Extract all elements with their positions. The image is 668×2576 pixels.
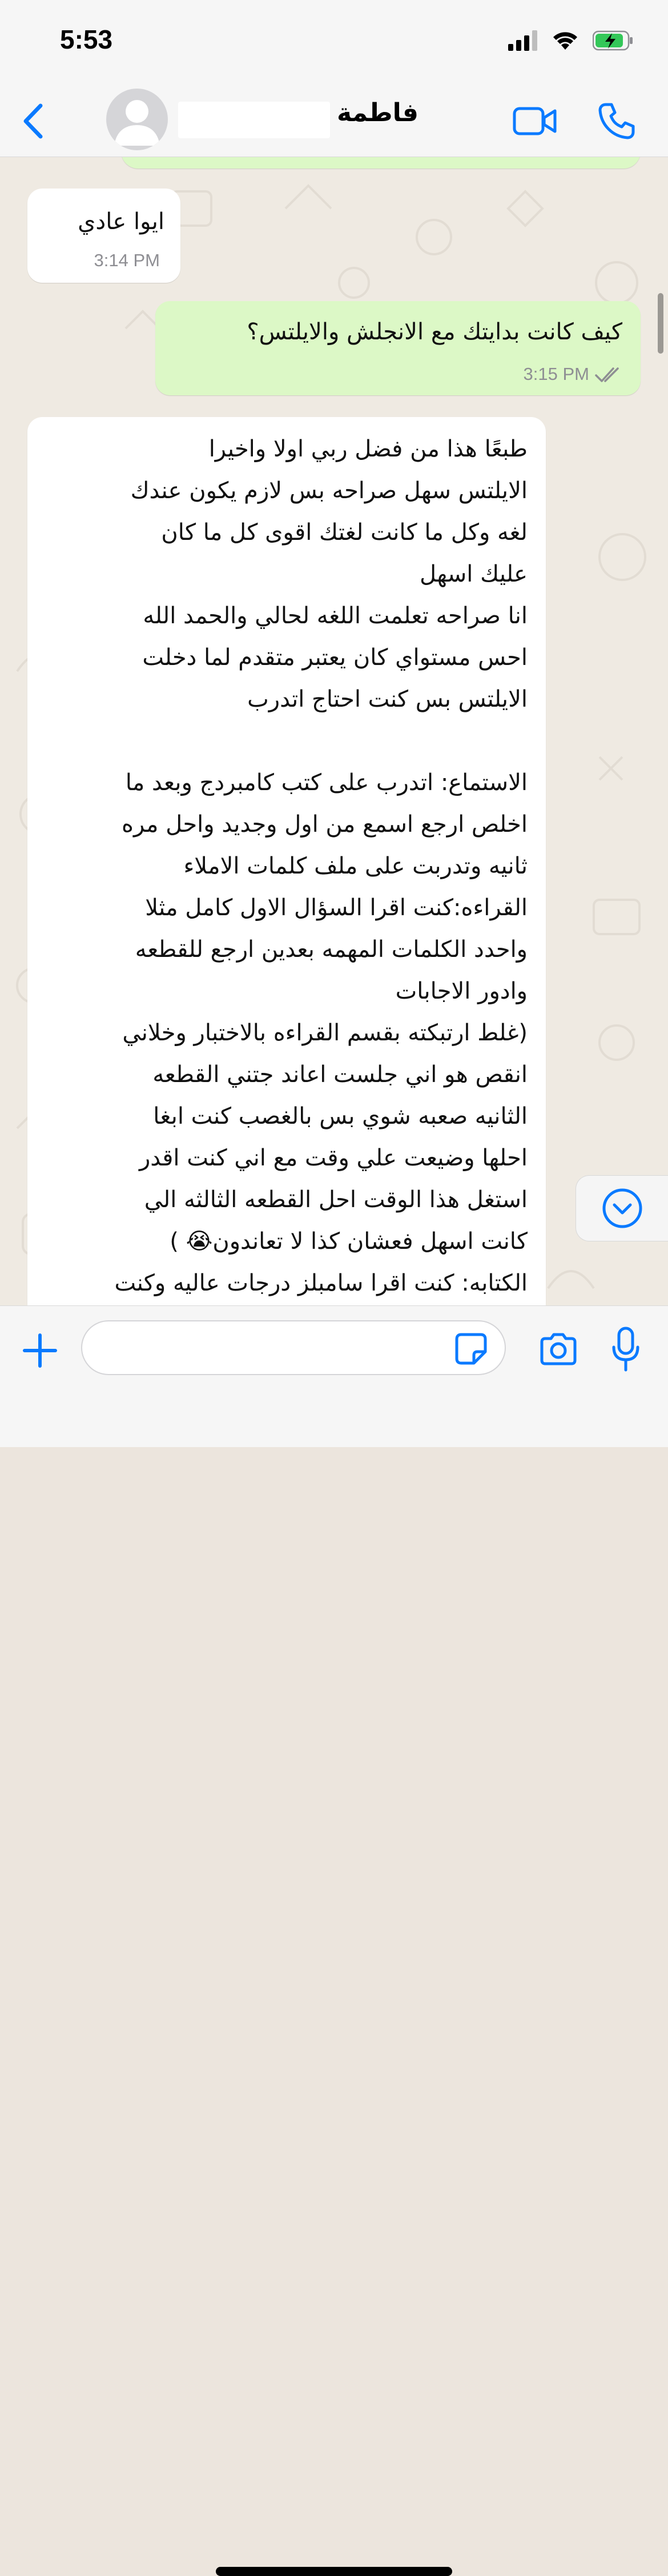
microphone-button[interactable]: [605, 1323, 646, 1376]
video-call-button[interactable]: [512, 97, 558, 145]
message-line: الاستماع: اتدرب على كتب كامبردج وبعد ما: [125, 770, 528, 796]
message-line: واحدد الكلمات المهمه بعدين ارجع للقطعه: [135, 936, 528, 963]
message-line: الكتابه: كنت اقرا سامبلز درجات عاليه وكنت: [114, 1270, 528, 1296]
battery-charging-icon: [593, 30, 634, 51]
status-time: 5:53: [60, 25, 113, 54]
home-indicator[interactable]: [216, 2567, 452, 2576]
phone-icon: [598, 102, 635, 140]
message-line: الثانيه صعبه شوي بس بالغصب كنت ابغا: [153, 1103, 528, 1129]
message-text: [37, 428, 528, 1304]
message-line: الايلتس سهل صراحه بس لازم يكون عندك: [130, 478, 528, 504]
redacted-name-block: [178, 102, 330, 138]
message-line: الايلتس بس كنت احتاج اتدرب: [247, 686, 528, 712]
message-input[interactable]: [81, 1320, 506, 1375]
camera-button[interactable]: [534, 1327, 582, 1372]
wifi-icon: [552, 30, 579, 51]
message-line: كانت اسهل فعشان كذا لا تعاندون😭 ): [170, 1228, 528, 1255]
message-time: 3:14 PM: [94, 250, 160, 270]
contact-name[interactable]: فاطمة: [337, 98, 418, 127]
voice-call-button[interactable]: [594, 97, 639, 145]
plus-icon: [22, 1333, 58, 1368]
message-line: وادور الاجابات: [395, 978, 528, 1004]
message-bubble-outgoing[interactable]: [155, 301, 641, 395]
message-line: انقص هو اني جلست اعاند جتني القطعه: [152, 1061, 528, 1088]
default-person-icon: [106, 89, 168, 150]
message-line: احس مستواي كان يعتبر متقدم لما دخلت: [142, 644, 528, 671]
message-line: انا صراحه تعلمت اللغه لحالي والحمد الله: [143, 603, 528, 629]
message-line: (غلط ارتبكته بقسم القراءه بالاختبار وخلاني: [122, 1020, 528, 1046]
back-button[interactable]: [13, 98, 53, 144]
chevron-down-circle-icon: [602, 1188, 643, 1229]
sticker-button[interactable]: [451, 1329, 491, 1369]
message-bubble-incoming[interactable]: [27, 189, 180, 283]
message-line: القراءه:كنت اقرا السؤال الاول كامل مثلا: [145, 895, 528, 921]
cellular-signal-icon: [508, 30, 538, 51]
scroll-to-bottom-button[interactable]: [576, 1175, 668, 1241]
status-bar: [0, 0, 668, 86]
message-line: اخلص ارجع اسمع من اول وجديد واحل مره: [121, 811, 528, 838]
message-bubble-incoming-long[interactable]: [27, 417, 546, 1305]
chat-header: [0, 86, 668, 157]
previous-outgoing-bubble-edge: [121, 157, 641, 169]
message-line: طبعًا هذا من فضل ربي اولا واخيرا: [208, 436, 528, 462]
message-time: 3:15 PM: [523, 364, 589, 384]
chat-scroll-area[interactable]: [0, 157, 668, 1305]
sticker-icon: [454, 1332, 488, 1365]
video-camera-icon: [512, 105, 558, 137]
camera-icon: [538, 1333, 578, 1366]
status-icons: [508, 30, 634, 51]
contact-avatar[interactable]: [106, 89, 168, 150]
scroll-indicator[interactable]: [658, 293, 663, 354]
message-text: ايوا عادي: [78, 209, 164, 235]
message-composer: [0, 1305, 668, 1447]
microphone-icon: [611, 1327, 641, 1372]
message-line: لغه وكل ما كانت لغتك اقوى كل ما كان: [161, 519, 528, 546]
read-double-check-icon: [595, 365, 623, 384]
message-line: احلها وضيعت علي وقت مع اني كنت اقدر: [139, 1145, 528, 1171]
message-line: ثانيه وتدربت على ملف كلمات الاملاء: [183, 853, 528, 879]
message-line: عليك اسهل: [420, 561, 528, 587]
attach-button[interactable]: [17, 1328, 63, 1373]
message-line: [37, 720, 528, 762]
message-line: استغل هذا الوقت احل القطعه الثالثه الي: [144, 1187, 528, 1213]
message-text: كيف كانت بدايتك مع الانجلش والايلتس؟: [247, 319, 622, 345]
chevron-left-icon: [20, 102, 45, 140]
